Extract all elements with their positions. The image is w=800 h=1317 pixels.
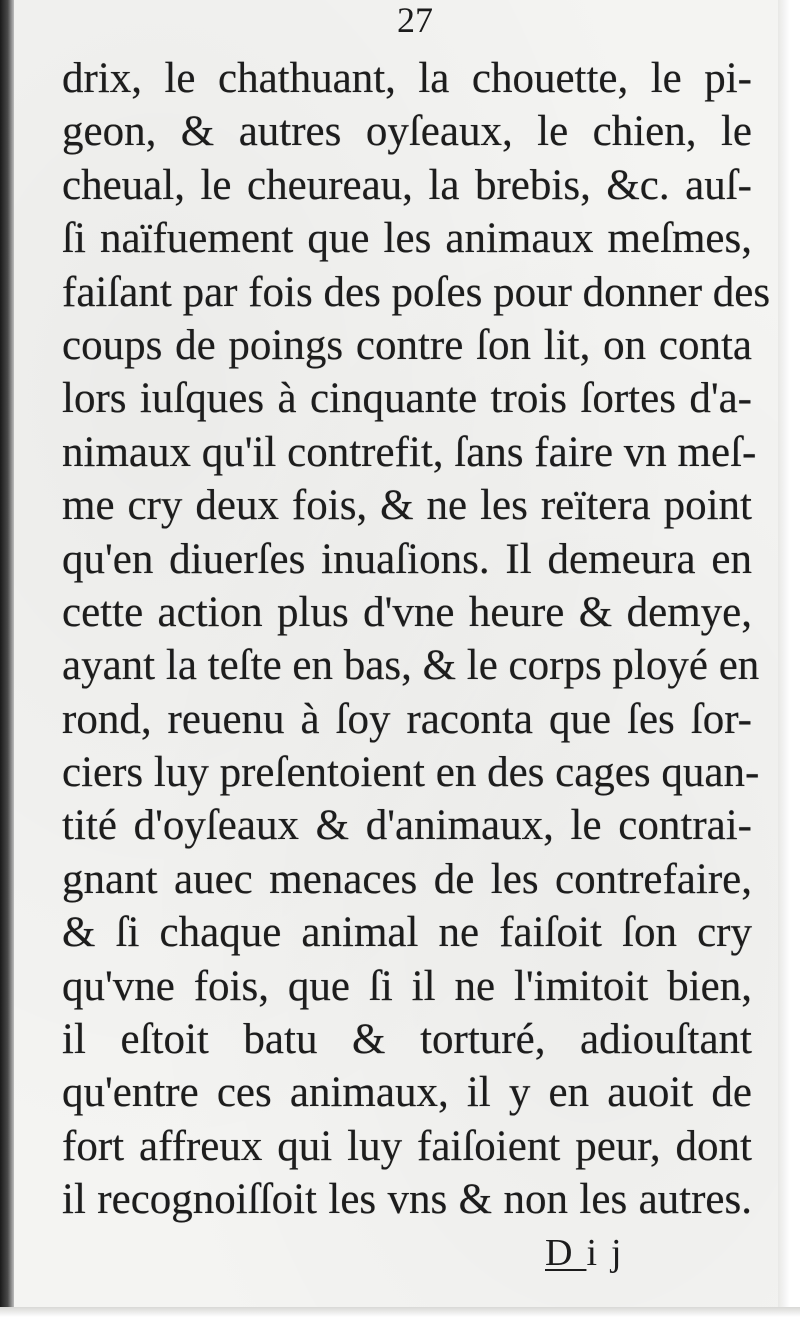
text-line: tité d'oyſeaux & d'animaux, le contrai-	[62, 802, 752, 850]
text-line: qu'entre ces animaux, il y en auoit de	[62, 1069, 752, 1117]
page-bottom-edge	[0, 1307, 800, 1317]
text-line: me cry deux fois, & ne les reïtera point	[62, 482, 752, 530]
text-line: rond, reuenu à ſoy raconta que ſes ſor-	[62, 695, 752, 743]
text-line: nimaux qu'il contrefit, ſans faire vn meſ-	[62, 428, 757, 476]
page-right-edge	[778, 0, 790, 1317]
text-line: ayant la teſte en bas, & le corps ployé en	[62, 642, 760, 690]
text-line: gnant auec menaces de les contrefaire,	[62, 855, 752, 903]
text-line: cheual, le cheureau, la brebis, &c. auſ-	[62, 161, 752, 209]
text-line: & ſi chaque animal ne faiſoit ſon cry	[62, 909, 752, 957]
text-line: il recognoiſſoit les vns & non les autres.	[62, 1176, 752, 1224]
text-line: qu'vne fois, que ſi il ne l'imitoit bien,	[62, 962, 752, 1010]
signature-letter: D	[545, 1232, 587, 1274]
text-line: lors iuſques à cinquante trois ſortes d'a-	[62, 375, 752, 423]
body-text	[62, 52, 771, 1227]
text-line: drix, le chathuant, la chouette, le pi-	[62, 55, 752, 102]
text-line: qu'en diuerſes inuaſions. Il demeura en	[62, 535, 752, 583]
text-line: geon, & autres oyſeaux, le chien, le	[62, 108, 752, 156]
text-line: coups de poings contre ſon lit, on conta	[62, 321, 752, 369]
text-line: il eſtoit batu & torturé, adiouſtant	[62, 1016, 752, 1064]
page-gutter-shadow	[0, 0, 14, 1317]
text-line: faiſant par fois des poſes pour donner des	[62, 268, 771, 316]
signature-mark	[545, 1234, 636, 1272]
text-line: cette action plus d'vne heure & demye,	[62, 588, 752, 636]
text-line: ciers luy preſentoient en des cages quan-	[62, 749, 760, 797]
page-number: 27	[397, 0, 433, 40]
signature-numeral: ij	[586, 1232, 636, 1274]
text-line: ſi naïfuement que les animaux meſmes,	[62, 215, 752, 263]
text-line: fort affreux qui luy faiſoient peur, dont	[62, 1122, 752, 1170]
